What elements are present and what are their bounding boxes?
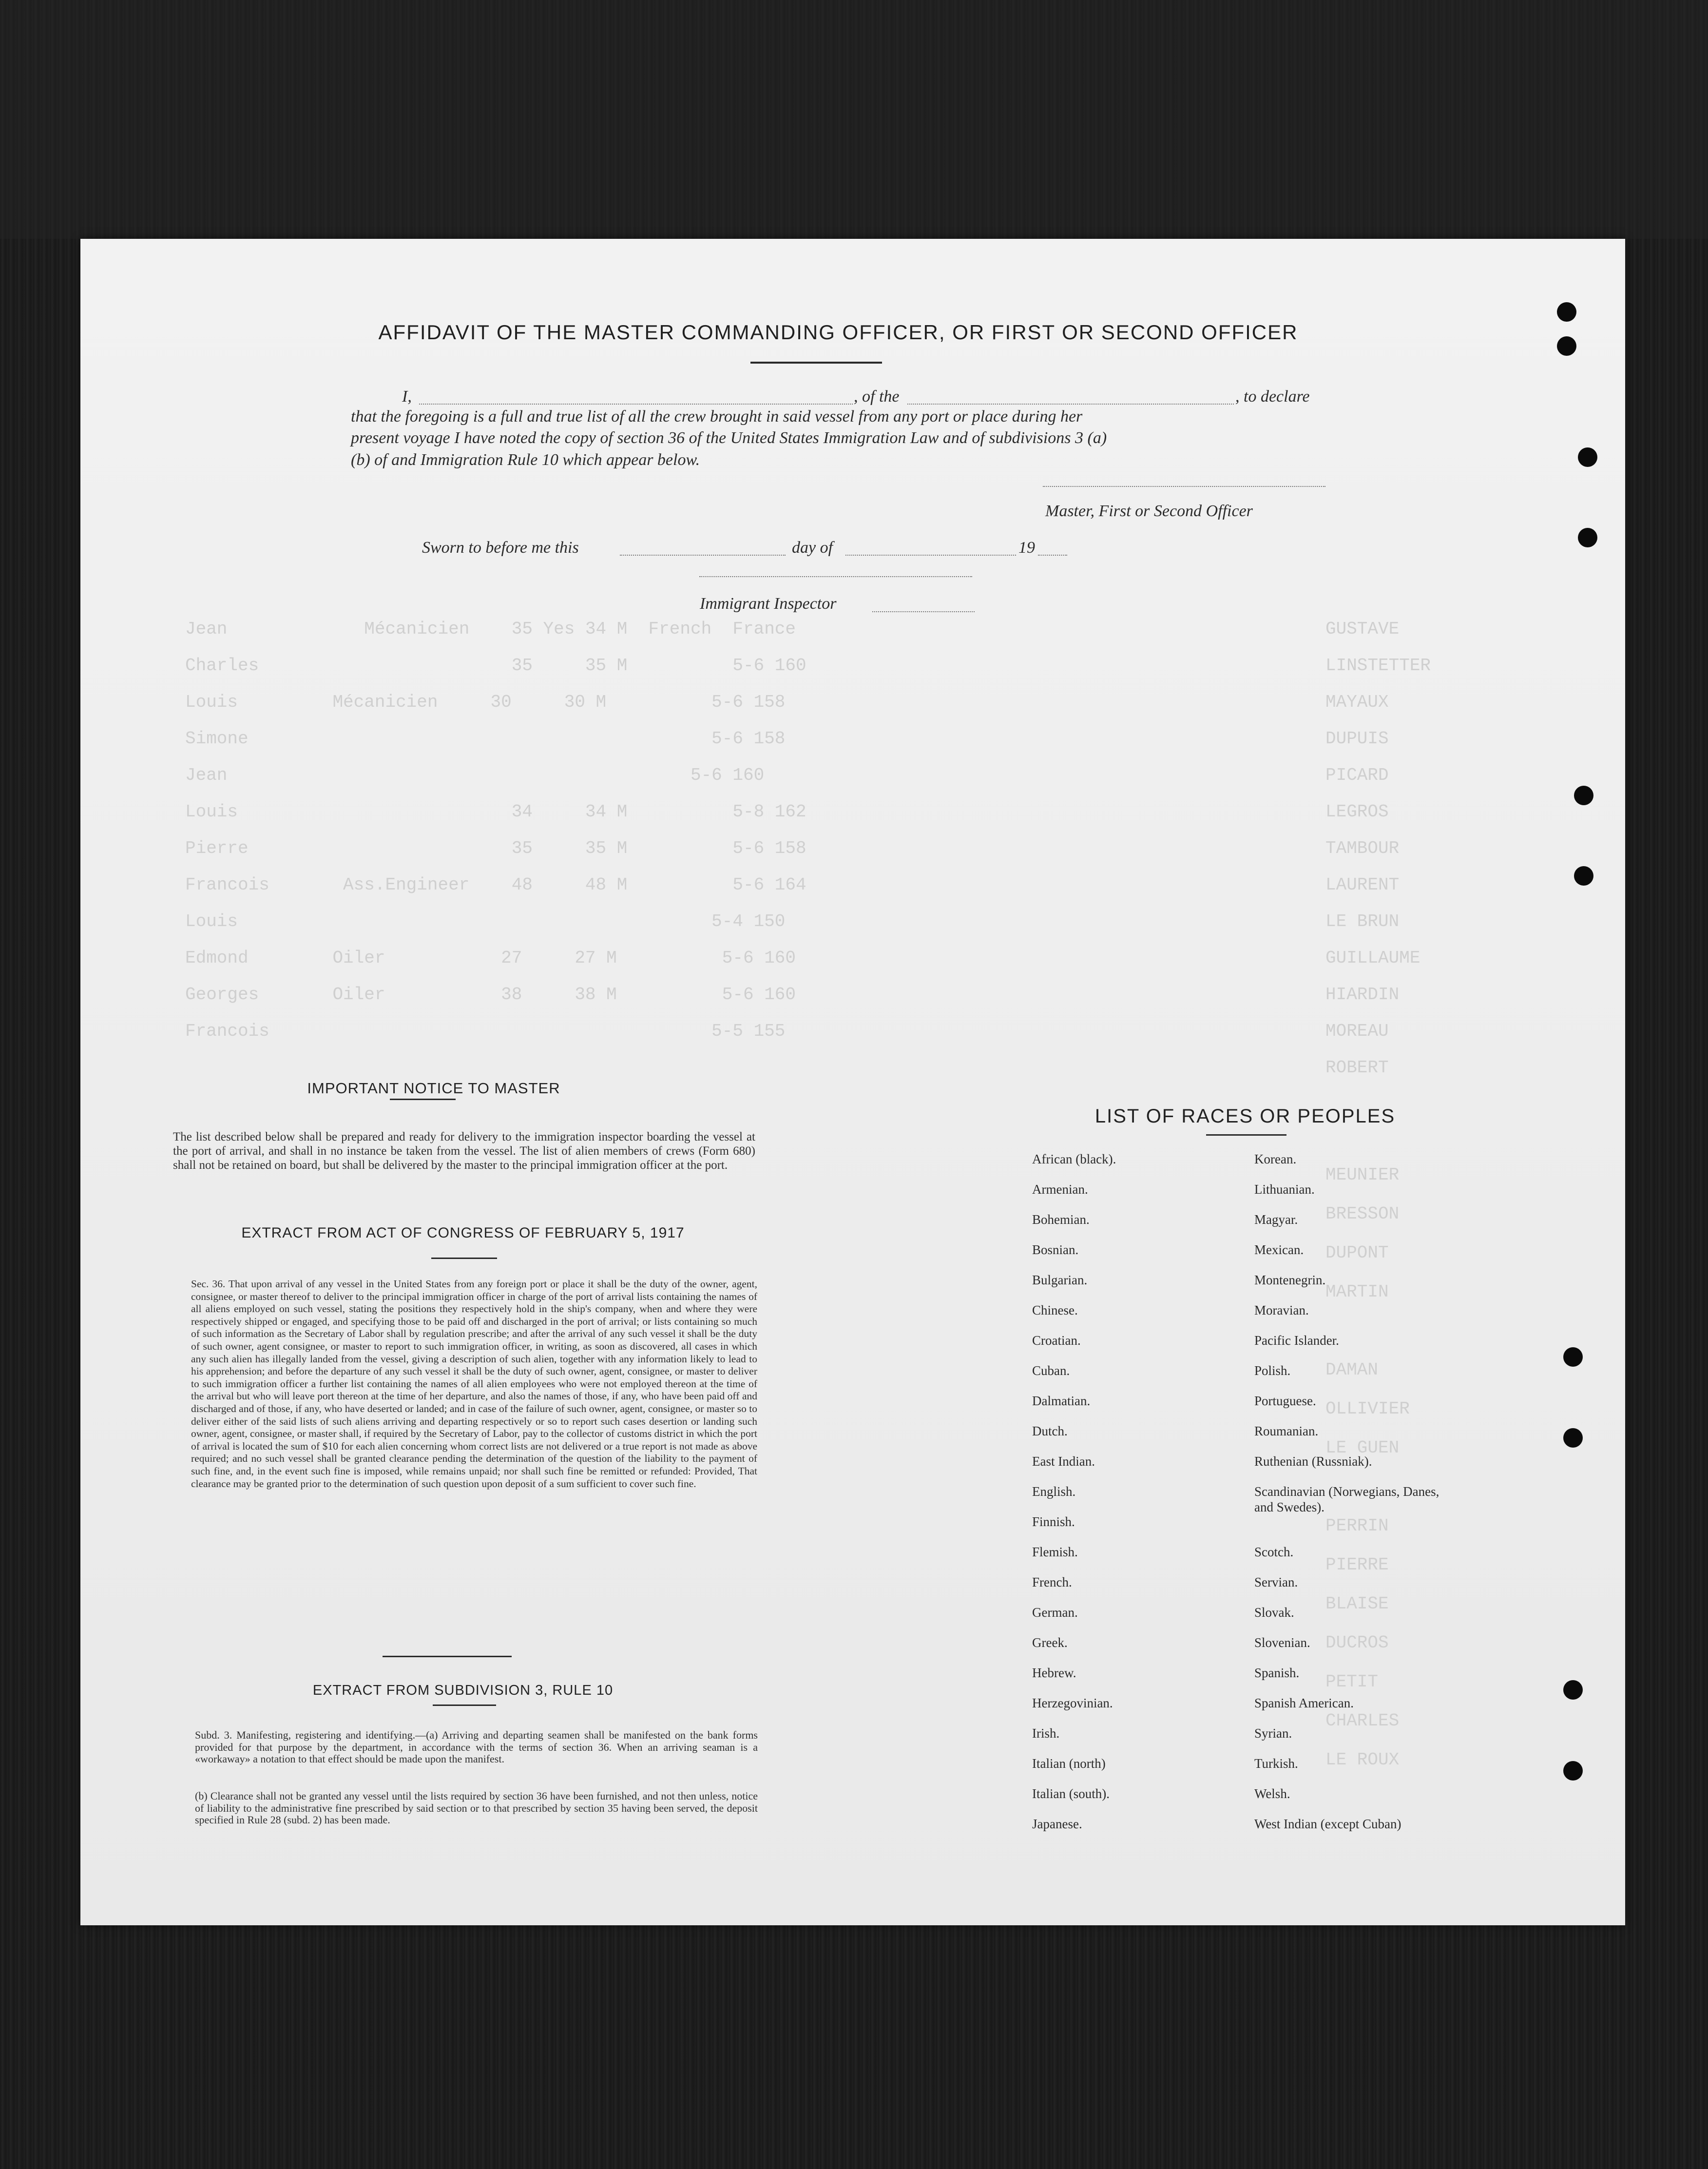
race-item: East Indian.	[1032, 1454, 1095, 1469]
sworn-month-field[interactable]	[845, 554, 1016, 556]
race-item: Scandinavian (Norwegians, Danes, and Swedes).	[1254, 1484, 1439, 1514]
race-item: English.	[1032, 1484, 1076, 1499]
affidavit-line-3: present voyage I have noted the copy of section 36 of the United States Immigration Law and of subdivisions 3 (a)	[351, 429, 1107, 447]
race-item: Lithuanian.	[1254, 1182, 1315, 1197]
of-the-label: , of the	[854, 387, 900, 406]
race-item: Pacific Islander.	[1254, 1333, 1339, 1348]
year-label: 19	[1018, 539, 1035, 557]
races-column-left	[1032, 1151, 1116, 1846]
race-item: Finnish.	[1032, 1514, 1075, 1529]
race-item: Moravian.	[1254, 1303, 1309, 1317]
scan-backdrop-top	[0, 0, 1708, 239]
sworn-day-field[interactable]	[620, 554, 786, 556]
rule-heading-underline	[433, 1704, 496, 1706]
affidavit-line-4: (b) of and Immigration Rule 10 which appear below.	[351, 451, 700, 469]
race-item: Irish.	[1032, 1726, 1060, 1741]
name-field[interactable]	[419, 403, 853, 405]
race-item: Portuguese.	[1254, 1394, 1316, 1408]
race-item: Flemish.	[1032, 1545, 1078, 1559]
binder-hole	[1574, 866, 1593, 886]
race-item: Roumanian.	[1254, 1424, 1319, 1438]
race-item: Servian.	[1254, 1575, 1298, 1589]
race-item: Bohemian.	[1032, 1212, 1090, 1227]
race-item: Spanish American.	[1254, 1696, 1354, 1710]
rule-text-a: Subd. 3. Manifesting, registering and identifying.—(a) Arriving and departing seamen shall be manifested on the bank forms provided for that purpose by the department, in accordance with the terms of section 36. When an arriving seaman is a «workaway» a notation to that effect should be made upon the manifest.	[195, 1729, 758, 1765]
race-item: Bulgarian.	[1032, 1273, 1088, 1287]
race-item: Bosnian.	[1032, 1242, 1079, 1257]
race-item: Dalmatian.	[1032, 1394, 1091, 1408]
race-item: Polish.	[1254, 1363, 1291, 1378]
day-of-label: day of	[792, 539, 833, 557]
binder-hole	[1563, 1347, 1583, 1367]
race-item: Montenegrin.	[1254, 1273, 1326, 1287]
race-item: Herzegovinian.	[1032, 1696, 1113, 1710]
race-item: Armenian.	[1032, 1182, 1088, 1197]
notice-heading: IMPORTANT NOTICE TO MASTER	[307, 1080, 560, 1097]
binder-hole	[1563, 1428, 1583, 1448]
i-label: I,	[402, 387, 412, 406]
act-heading-underline	[431, 1258, 497, 1259]
race-item: Mexican.	[1254, 1242, 1304, 1257]
race-item: Spanish.	[1254, 1665, 1300, 1680]
inspector-name-field[interactable]	[872, 610, 975, 612]
notice-text: The list described below shall be prepared and ready for delivery to the immigration inspector boarding the vessel at the port of arrival, and shall in no instance be taken from the vessel. The list of alien members of crews (Form 680) shall not be retained on board, but shall be delivered by the master to the principal immigration officer at the port.	[173, 1130, 755, 1172]
binder-hole	[1557, 336, 1576, 356]
race-item: Cuban.	[1032, 1363, 1070, 1378]
binder-hole	[1578, 447, 1597, 467]
binder-hole	[1557, 302, 1576, 322]
race-item: Italian (south).	[1032, 1786, 1110, 1801]
race-item: French.	[1032, 1575, 1072, 1589]
act-closing-rule	[383, 1656, 512, 1657]
race-item: Syrian.	[1254, 1726, 1292, 1741]
race-item: Turkish.	[1254, 1756, 1298, 1771]
races-column-right	[1254, 1151, 1459, 1846]
binder-hole	[1563, 1680, 1583, 1700]
race-item: Slovak.	[1254, 1605, 1294, 1620]
race-item: Korean.	[1254, 1152, 1297, 1166]
races-heading: LIST OF RACES OR PEOPLES	[1094, 1105, 1396, 1127]
sworn-label: Sworn to before me this	[422, 539, 579, 557]
race-item: Slovenian.	[1254, 1635, 1310, 1650]
race-item: Greek.	[1032, 1635, 1068, 1650]
binder-hole	[1574, 786, 1593, 805]
race-item: Chinese.	[1032, 1303, 1078, 1317]
race-item: Welsh.	[1254, 1786, 1290, 1801]
signature-field[interactable]	[1043, 485, 1325, 487]
binder-hole	[1563, 1761, 1583, 1781]
race-item: Italian (north)	[1032, 1756, 1106, 1771]
race-item: Dutch.	[1032, 1424, 1068, 1438]
inspector-signature-field[interactable]	[699, 575, 972, 577]
race-item: Magyar.	[1254, 1212, 1298, 1227]
race-item: Ruthenian (Russniak).	[1254, 1454, 1372, 1469]
inspector-label: Immigrant Inspector	[700, 595, 837, 613]
races-heading-underline	[1206, 1134, 1286, 1136]
title-underline	[750, 362, 882, 364]
race-item: Hebrew.	[1032, 1665, 1076, 1680]
rule-heading: EXTRACT FROM SUBDIVISION 3, RULE 10	[312, 1683, 614, 1698]
race-item: West Indian (except Cuban)	[1254, 1817, 1401, 1831]
vessel-field[interactable]	[907, 403, 1234, 405]
act-heading: EXTRACT FROM ACT OF CONGRESS OF FEBRUARY 5, 1917	[241, 1225, 685, 1241]
notice-heading-underline	[390, 1099, 456, 1100]
race-item: African (black).	[1032, 1152, 1116, 1166]
rule-text-b: (b) Clearance shall not be granted any vessel until the lists required by section 36 have been furnished, and not then unless, notice of liability to the administrative fine prescribed by said section or to that prescribed by section 35 having been served, the deposit specified in Rule 28 (subd. 2) has been made.	[195, 1790, 758, 1826]
to-declare-label: , to declare	[1235, 387, 1310, 406]
sworn-year-field[interactable]	[1038, 554, 1067, 556]
race-item: German.	[1032, 1605, 1078, 1620]
affidavit-title: AFFIDAVIT OF THE MASTER COMMANDING OFFICER, OR FIRST OR SECOND OFFICER	[378, 321, 1298, 344]
affidavit-line-2: that the foregoing is a full and true list of all the crew brought in said vessel from any port or place during her	[351, 407, 1083, 426]
race-item: Croatian.	[1032, 1333, 1081, 1348]
race-item: Scotch.	[1254, 1545, 1294, 1559]
binder-hole	[1578, 528, 1597, 547]
act-text: Sec. 36. That upon arrival of any vessel in the United States from any foreign port or place it shall be the duty of the owner, agent, consignee, or master thereof to deliver to the principal immigration officer in charge of the port of arrival lists containing the names of all aliens employed on such vessel, stating the positions they respectively hold in the ship's company, when and where they were respectively shipped or engaged, and specifying those to be paid off and discharged in the port of arrival; or lists containing so much of such information as the Secretary of Labor shall by regulation prescribe; and after the arrival of any such vessel it shall be the duty of such owner, agent consignee, or master to report to such immigration officer, in writing, as soon as discovered, all cases in which any such alien has illegally landed from the vessel, giving a description of such alien, together with any information likely to lead to his apprehension; and before the departure of any such vessel it shall be the duty of such owner, agent, consignee, or master to deliver to such immigration officer a further list containing the names of all alien employees who were not employed thereon at the time of the arrival but who will leave port thereon at the time of her departure, and also the names of those, if any, who have been paid off and discharged and of those, if any, who have deserted or landed; and in case of the failure of such owner, agent, consignee, or master so to deliver either of the said lists of such aliens arriving and departing respectively or so to report such cases desertion or landing such owner, agent, consignee, or master shall, if required by the Secretary of Labor, pay to the collector of customs district in which the port of arrival is located the sum of $10 for each alien concerning whom correct lists are not delivered or a true report is not made as above required; and no such vessel shall be granted clearance pending the determination of the question of the liability to the payment of such fine, and, in the event such fine is imposed, while remains unpaid; nor shall such fine be remitted or refunded: Provided, That clearance may be granted prior to the determination of such question upon deposit of a sum sufficient to cover such fine.	[191, 1278, 757, 1490]
signature-label: Master, First or Second Officer	[1045, 502, 1253, 520]
race-item: Japanese.	[1032, 1817, 1082, 1831]
